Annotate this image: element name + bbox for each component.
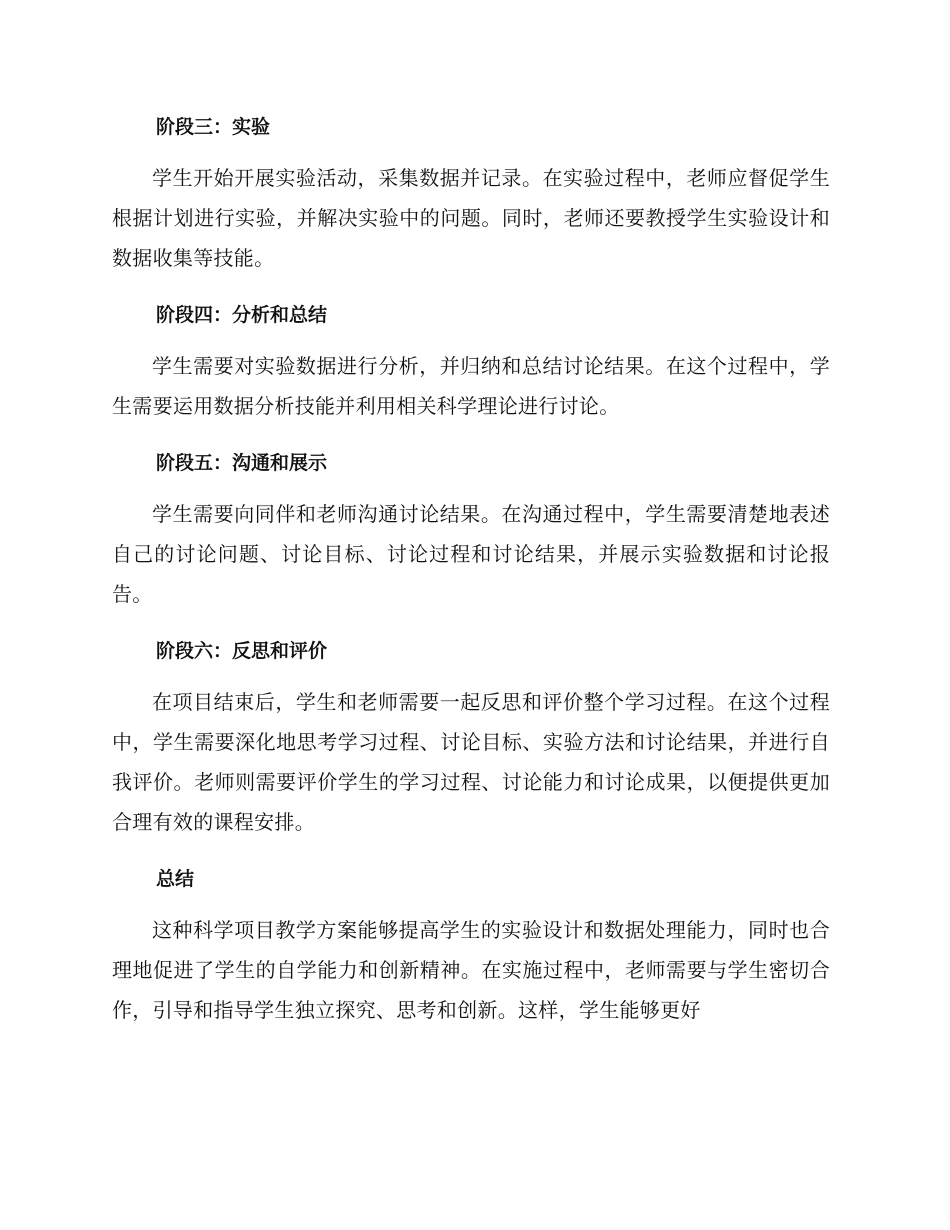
- section-body-stage-4: 学生需要对实验数据进行分析，并归纳和总结讨论结果。在这个过程中，学生需要运用数据分析技能并利用相关科学理论进行讨论。: [112, 354, 830, 418]
- document-page: [112, 108, 830, 1048]
- section-body-stage-5: 学生需要向同伴和老师沟通讨论结果。在沟通过程中，学生需要清楚地表述自己的讨论问题、讨论目标、讨论过程和讨论结果，并展示实验数据和讨论报告。: [112, 502, 830, 606]
- section-heading-stage-3: 阶段三：实验: [156, 116, 271, 138]
- section-heading-summary: 总结: [156, 868, 195, 890]
- section-heading-stage-5: 阶段五：沟通和展示: [156, 452, 328, 474]
- section-body-stage-6: 在项目结束后，学生和老师需要一起反思和评价整个学习过程。在这个过程中，学生需要深化地思考学习过程、讨论目标、实验方法和讨论结果，并进行自我评价。老师则需要评价学生的学习过程、讨论能力和讨论成果，以便提供更加合理有效的课程安排。: [112, 690, 830, 834]
- section-heading-stage-4: 阶段四：分析和总结: [156, 304, 328, 326]
- section-body-stage-3: 学生开始开展实验活动，采集数据并记录。在实验过程中，老师应督促学生根据计划进行实验，并解决实验中的问题。同时，老师还要教授学生实验设计和数据收集等技能。: [112, 166, 830, 270]
- section-heading-stage-6: 阶段六：反思和评价: [156, 640, 328, 662]
- section-body-summary: 这种科学项目教学方案能够提高学生的实验设计和数据处理能力，同时也合理地促进了学生的自学能力和创新精神。在实施过程中，老师需要与学生密切合作，引导和指导学生独立探究、思考和创新。这样，学生能够更好: [112, 918, 830, 1022]
